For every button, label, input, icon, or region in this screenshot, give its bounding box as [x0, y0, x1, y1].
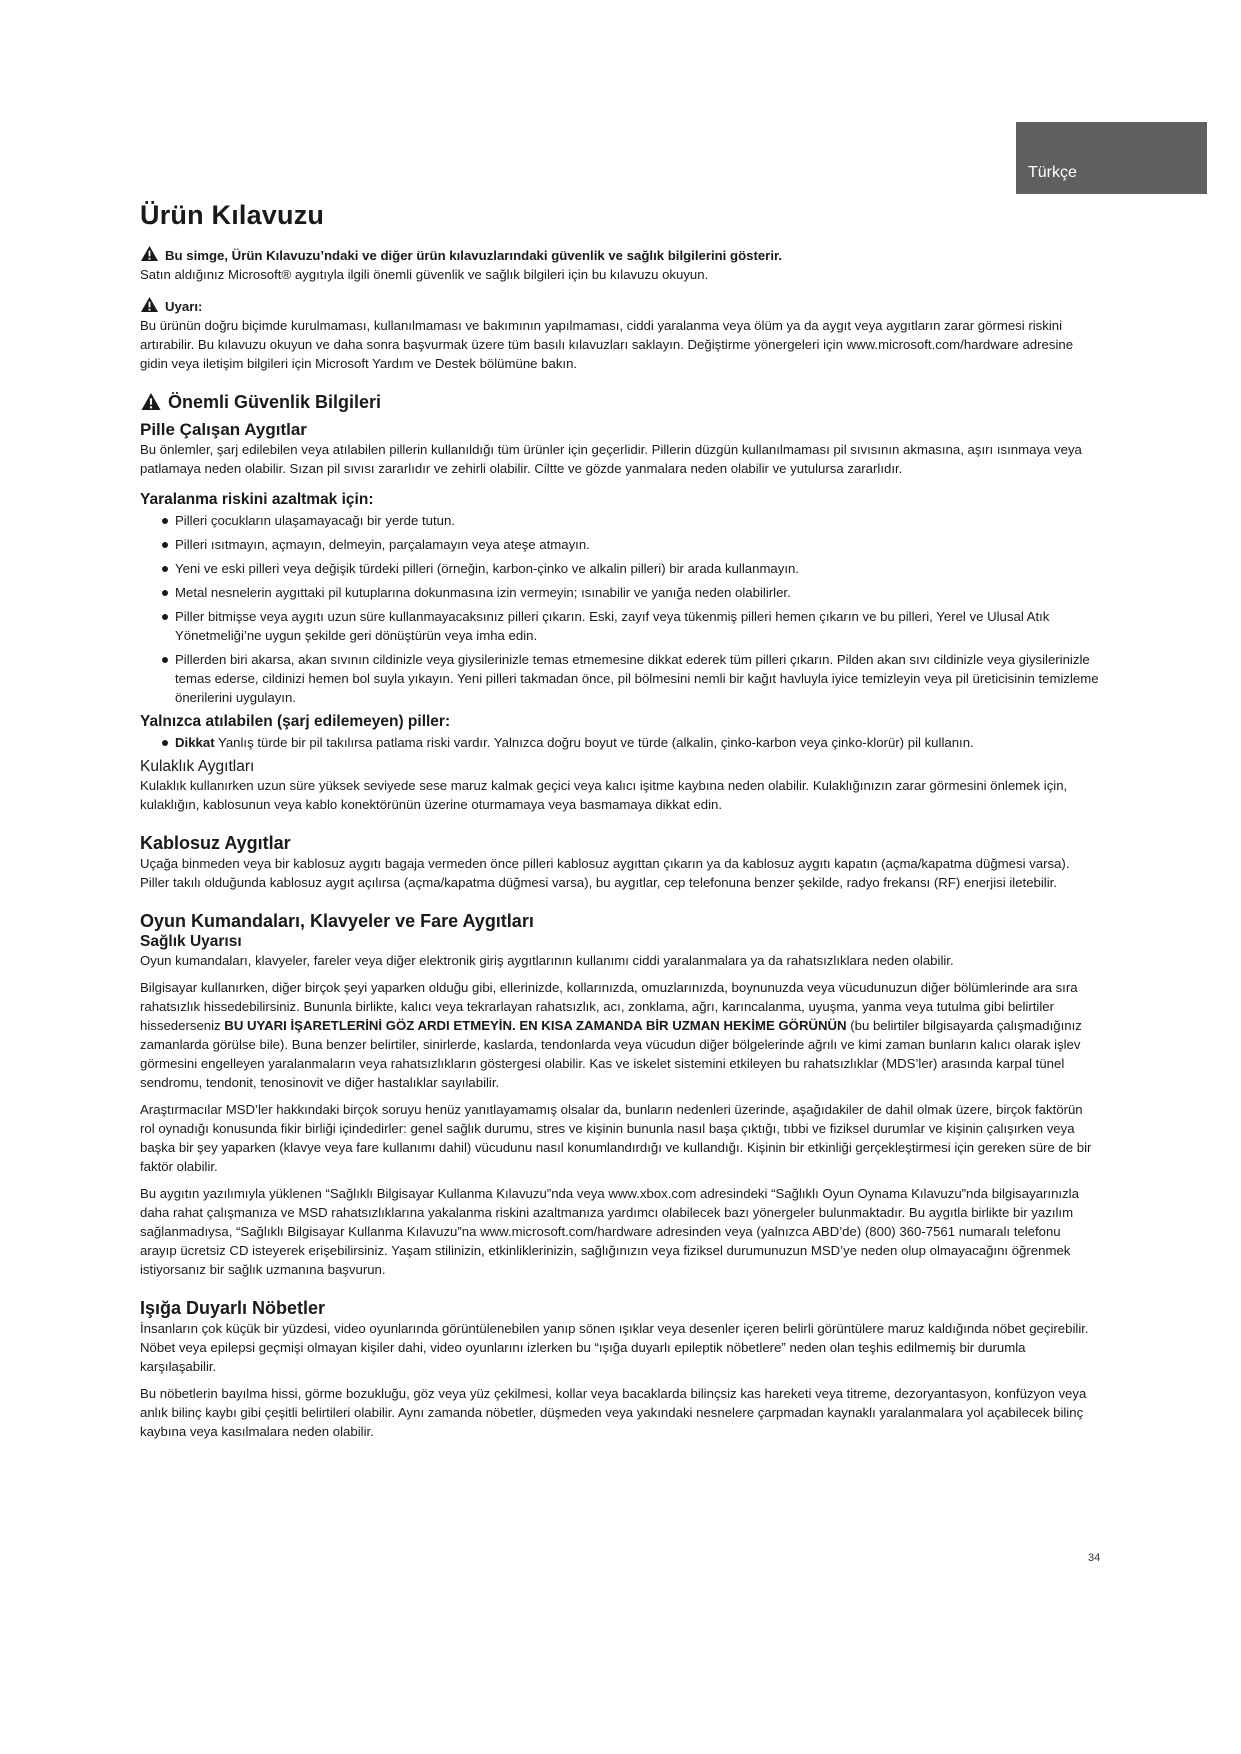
controllers-p3: Araştırmacılar MSD’ler hakkındaki birçok soruyu henüz yanıtlayamamış olsalar da, bunların nedenleri üzerinde, aşağıdakiler de dahil olmak üzere, birçok faktörün rol oynadığı konusunda fikir birliği içindedirler: genel sağlık durumu, stres ve kişinin bununla nasıl başa çıktığı, tıbbi ve fiziksel durumlar ve kişinin çalışırken veya başka bir şey yaparken (klavye veya fare kullanımı dahil) vücudunu nasıl konumlandırdığı ve kullandığı. Kişinin bir etkinliği gerçekleştirmesi için gereken süre de bir faktör olabilir. — [140, 1102, 1092, 1174]
controllers-p2 — [140, 978, 1100, 1092]
controllers-p2-b: (bu belirtiler bilgisayarda çalışmadığınız zamanlarda görülse bile). Buna benzer belirtiler, sinirlerde, kaslarda, tendonlarda veya vücudun diğer bölgelerinde ağrılı ve kimi zaman bunların kalıcı olarak işlev görmesini engelleyen yaralanmaların veya rahatsızlıkların göstergesi olabilir. Kas ve iskelet sistemini etkileyen bu rahatsızlıklar (MDS’ler) arasında karpal tünel sendromu, tendonit, tenosinovit ve diğer hastalıklar sayılabilir. — [140, 1018, 1082, 1090]
wireless-text: Uçağa binmeden veya bir kablosuz aygıtı bagaja vermeden önce pilleri kablosuz aygıttan çıkarın ya da kablosuz aygıtı kapatın (açma/kapatma düğmesi varsa). Piller takılı olduğunda kablosuz aygıt açılırsa (açma/kapatma düğmesi varsa), bu aygıtlar, cep telefonuna benzer şekilde, radyo frekansı (RF) enerjisi iletebilir. — [140, 856, 1070, 890]
disposable-heading: Yalnızca atılabilen (şarj edilemeyen) piller: — [140, 713, 451, 730]
controllers-p1: Oyun kumandaları, klavyeler, fareler veya diğer elektronik giriş aygıtlarının kullanımı ciddi yaralanmalara ya da rahatsızlıklara neden olabilir. — [140, 953, 954, 968]
safety-heading-text: Önemli Güvenlik Bilgileri — [168, 392, 382, 412]
disposable-list — [140, 733, 1100, 752]
intro-text: Satın aldığınız Microsoft® aygıtıyla ilgili önemli güvenlik ve sağlık bilgileri için bu kılavuzu okuyun. — [140, 267, 709, 282]
battery-precautions-list — [140, 511, 1100, 707]
controllers-p2-a: Bilgisayar kullanırken, diğer birçok şeyi yaparken olduğu gibi, ellerinizde, kollarınızda, omuzlarınızda, boynunuzda veya vücudunuzun diğer bölümlerinde ara sıra rahatsızlık hissedebilirsiniz. Bununla birlikte, kalıcı veya tekrarlayan rahatsızlık, acı, zonklama, ağrı, karıncalanma, uyuşma, yanma veya tutulma gibi belirtiler hissederseniz — [140, 980, 1078, 1033]
intro-symbol-line — [140, 245, 1100, 265]
language-label: Türkçe — [1028, 164, 1077, 181]
seizures-p2: Bu nöbetlerin bayılma hissi, görme bozukluğu, göz veya yüz çekilmesi, kollar veya bacaklarda bilinçsiz kas hareketi veya titreme, dezoryantasyon, konfüzyon veya anlık bilinç kaybı gibi çeşitli belirtileri olabilir. Aynı zamanda nöbetler, düşmeden veya yakındaki nesnelere çarpmadan kaynaklı yaralanmalara yol açabilecek bilinç kaybına veya kasılmalara neden olabilir. — [140, 1386, 1087, 1439]
language-tab — [1016, 122, 1207, 194]
battery-text: Bu önlemler, şarj edilebilen veya atılabilen pillerin kullanıldığı tüm ürünler için geçerlidir. Pillerin düzgün kullanılmaması pil sıvısının akmasına, aşırı ısınmaya veya patlamaya neden olabilir. Sızan pil sıvısı zararlıdır ve zehirli olabilir. Ciltte ve gözde yanmalara neden olabilir ve yutulursa zararlıdır. — [140, 442, 1082, 476]
page-number: 34 — [1088, 1552, 1101, 1564]
list-item: Yeni ve eski pilleri veya değişik türdeki pilleri (örneğin, karbon-çinko ve alkalin pilleri) bir arada kullanmayın. — [140, 559, 1100, 578]
list-item: Pilleri ısıtmayın, açmayın, delmeyin, parçalamayın veya ateşe atmayın. — [140, 535, 1100, 554]
controllers-p2-bold: BU UYARI İŞARETLERİNİ GÖZ ARDI ETMEYİN. EN KISA ZAMANDA BİR UZMAN HEKİME GÖRÜNÜN — [224, 1018, 847, 1033]
list-item: Pilleri çocukların ulaşamayacağı bir yerde tutun. — [140, 511, 1100, 530]
reduce-risk-heading: Yaralanma riskini azaltmak için: — [140, 491, 374, 508]
intro-bold-text: Bu simge, Ürün Kılavuzu’ndaki ve diğer ürün kılavuzlarındaki güvenlik ve sağlık bilgilerini gösterir. — [165, 248, 783, 263]
warning-text: Bu ürünün doğru biçimde kurulmaması, kullanılmaması ve bakımının yapılmaması, ciddi yaralanma veya ölüm ya da aygıt veya aygıtların zarar görmesi riskini artırabilir. Bu kılavuzu okuyun ve daha sonra başvurmak üzere tüm basılı kılavuzları saklayın. Değiştirme yönergeleri için www.microsoft.com/hardware adresine gidin veya iletişim bilgileri için Microsoft Yardım ve Destek bölümüne bakın. — [140, 318, 1074, 371]
warning-label: Uyarı: — [165, 299, 203, 314]
seizures-p1: İnsanların çok küçük bir yüzdesi, video oyunlarında görüntülenebilen yanıp sönen ışıklar veya desenler içeren belirli görüntülere maruz kaldığında nöbet geçirebilir. Nöbet veya epilepsi geçmişi olmayan kişiler dahi, video oyunlarını izlerken bu “ışığa duyarlı epileptik nöbetlere” neden olan teşhis edilmemiş bir durumla karşılaşabilir. — [140, 1321, 1089, 1374]
document-body — [140, 200, 1100, 1441]
list-item: Metal nesnelerin aygıttaki pil kutuplarına dokunmasına izin vermeyin; ısınabilir ve yanığa neden olabilirler. — [140, 583, 1100, 602]
warning-label-line — [140, 296, 1100, 316]
list-item: Piller bitmişse veya aygıtı uzun süre kullanmayacaksınız pilleri çıkarın. Eski, zayıf veya tükenmiş pilleri hemen çıkarın ve bu pilleri, Yerel ve Ulusal Atık Yönetmeliği’ne uygun şekilde geri dönüştürün veya imha edin. — [140, 607, 1100, 645]
warning-triangle-icon — [140, 392, 162, 411]
warning-triangle-icon — [140, 245, 159, 262]
battery-heading: Pille Çalışan Aygıtlar — [140, 420, 307, 439]
warning-triangle-icon — [140, 296, 159, 313]
safety-heading — [140, 391, 1100, 413]
health-warning-heading: Sağlık Uyarısı — [140, 933, 242, 950]
caution-label: Dikkat — [175, 735, 215, 750]
seizures-heading: Işığa Duyarlı Nöbetler — [140, 1298, 326, 1318]
caution-text: Yanlış türde bir pil takılırsa patlama riski vardır. Yalnızca doğru boyut ve türde (alkalin, çinko-karbon veya çinko-klorür) pil kullanın. — [214, 735, 974, 750]
headset-text: Kulaklık kullanırken uzun süre yüksek seviyede sese maruz kalmak geçici veya kalıcı işitme kaybına neden olabilir. Kulaklığınızın zarar görmesini önlemek için, kulaklığın, kablosunun veya kablo konektörünün üzerine oturmamaya veya basmamaya dikkat edin. — [140, 778, 1068, 812]
page-title: Ürün Kılavuzu — [140, 200, 325, 230]
list-item: Pillerden biri akarsa, akan sıvının cildinizle veya giysilerinizle temas etmemesine dikkat ederek tüm pilleri çıkarın. Pilden akan sıvı cildinizle veya giysilerinizle temas ederse, cildinizi hemen bol suyla yıkayın. Yeni pilleri takmadan önce, pil bölmesini nemli bir kağıt havluyla iyice temizleyin veya pil üreticisinin temizleme önerilerini uygulayın. — [140, 650, 1100, 707]
controllers-p4: Bu aygıtın yazılımıyla yüklenen “Sağlıklı Bilgisayar Kullanma Kılavuzu”nda veya www.xbox.com adresindeki “Sağlıklı Oyun Oynama Kılavuzu”nda bilgisayarınızla daha rahat çalışmanıza ve MSD rahatsızlıklarına yakalanma riskini azaltmanıza yardımcı olabilecek bazı yönergeler bulunmaktadır. Bu aygıtla birlikte bir yazılım sağlanmadıysa, “Sağlıklı Bilgisayar Kullanma Kılavuzu”na www.microsoft.com/hardware adresinden veya (yalnızca ABD’de) (800) 360-7561 numaralı telefonu arayıp ücretsiz CD isteyerek erişebilirsiniz. Yaşam stilinizin, etkinliklerinizin, sağlığınızın veya fiziksel durumunuzun MSD’ye neden olup olmayacağını öğrenmek istiyorsanız bir sağlık uzmanına başvurun. — [140, 1186, 1079, 1277]
wireless-heading: Kablosuz Aygıtlar — [140, 833, 291, 853]
controllers-heading: Oyun Kumandaları, Klavyeler ve Fare Aygıtları — [140, 911, 534, 931]
headset-heading: Kulaklık Aygıtları — [140, 758, 255, 775]
list-item — [140, 733, 1100, 752]
